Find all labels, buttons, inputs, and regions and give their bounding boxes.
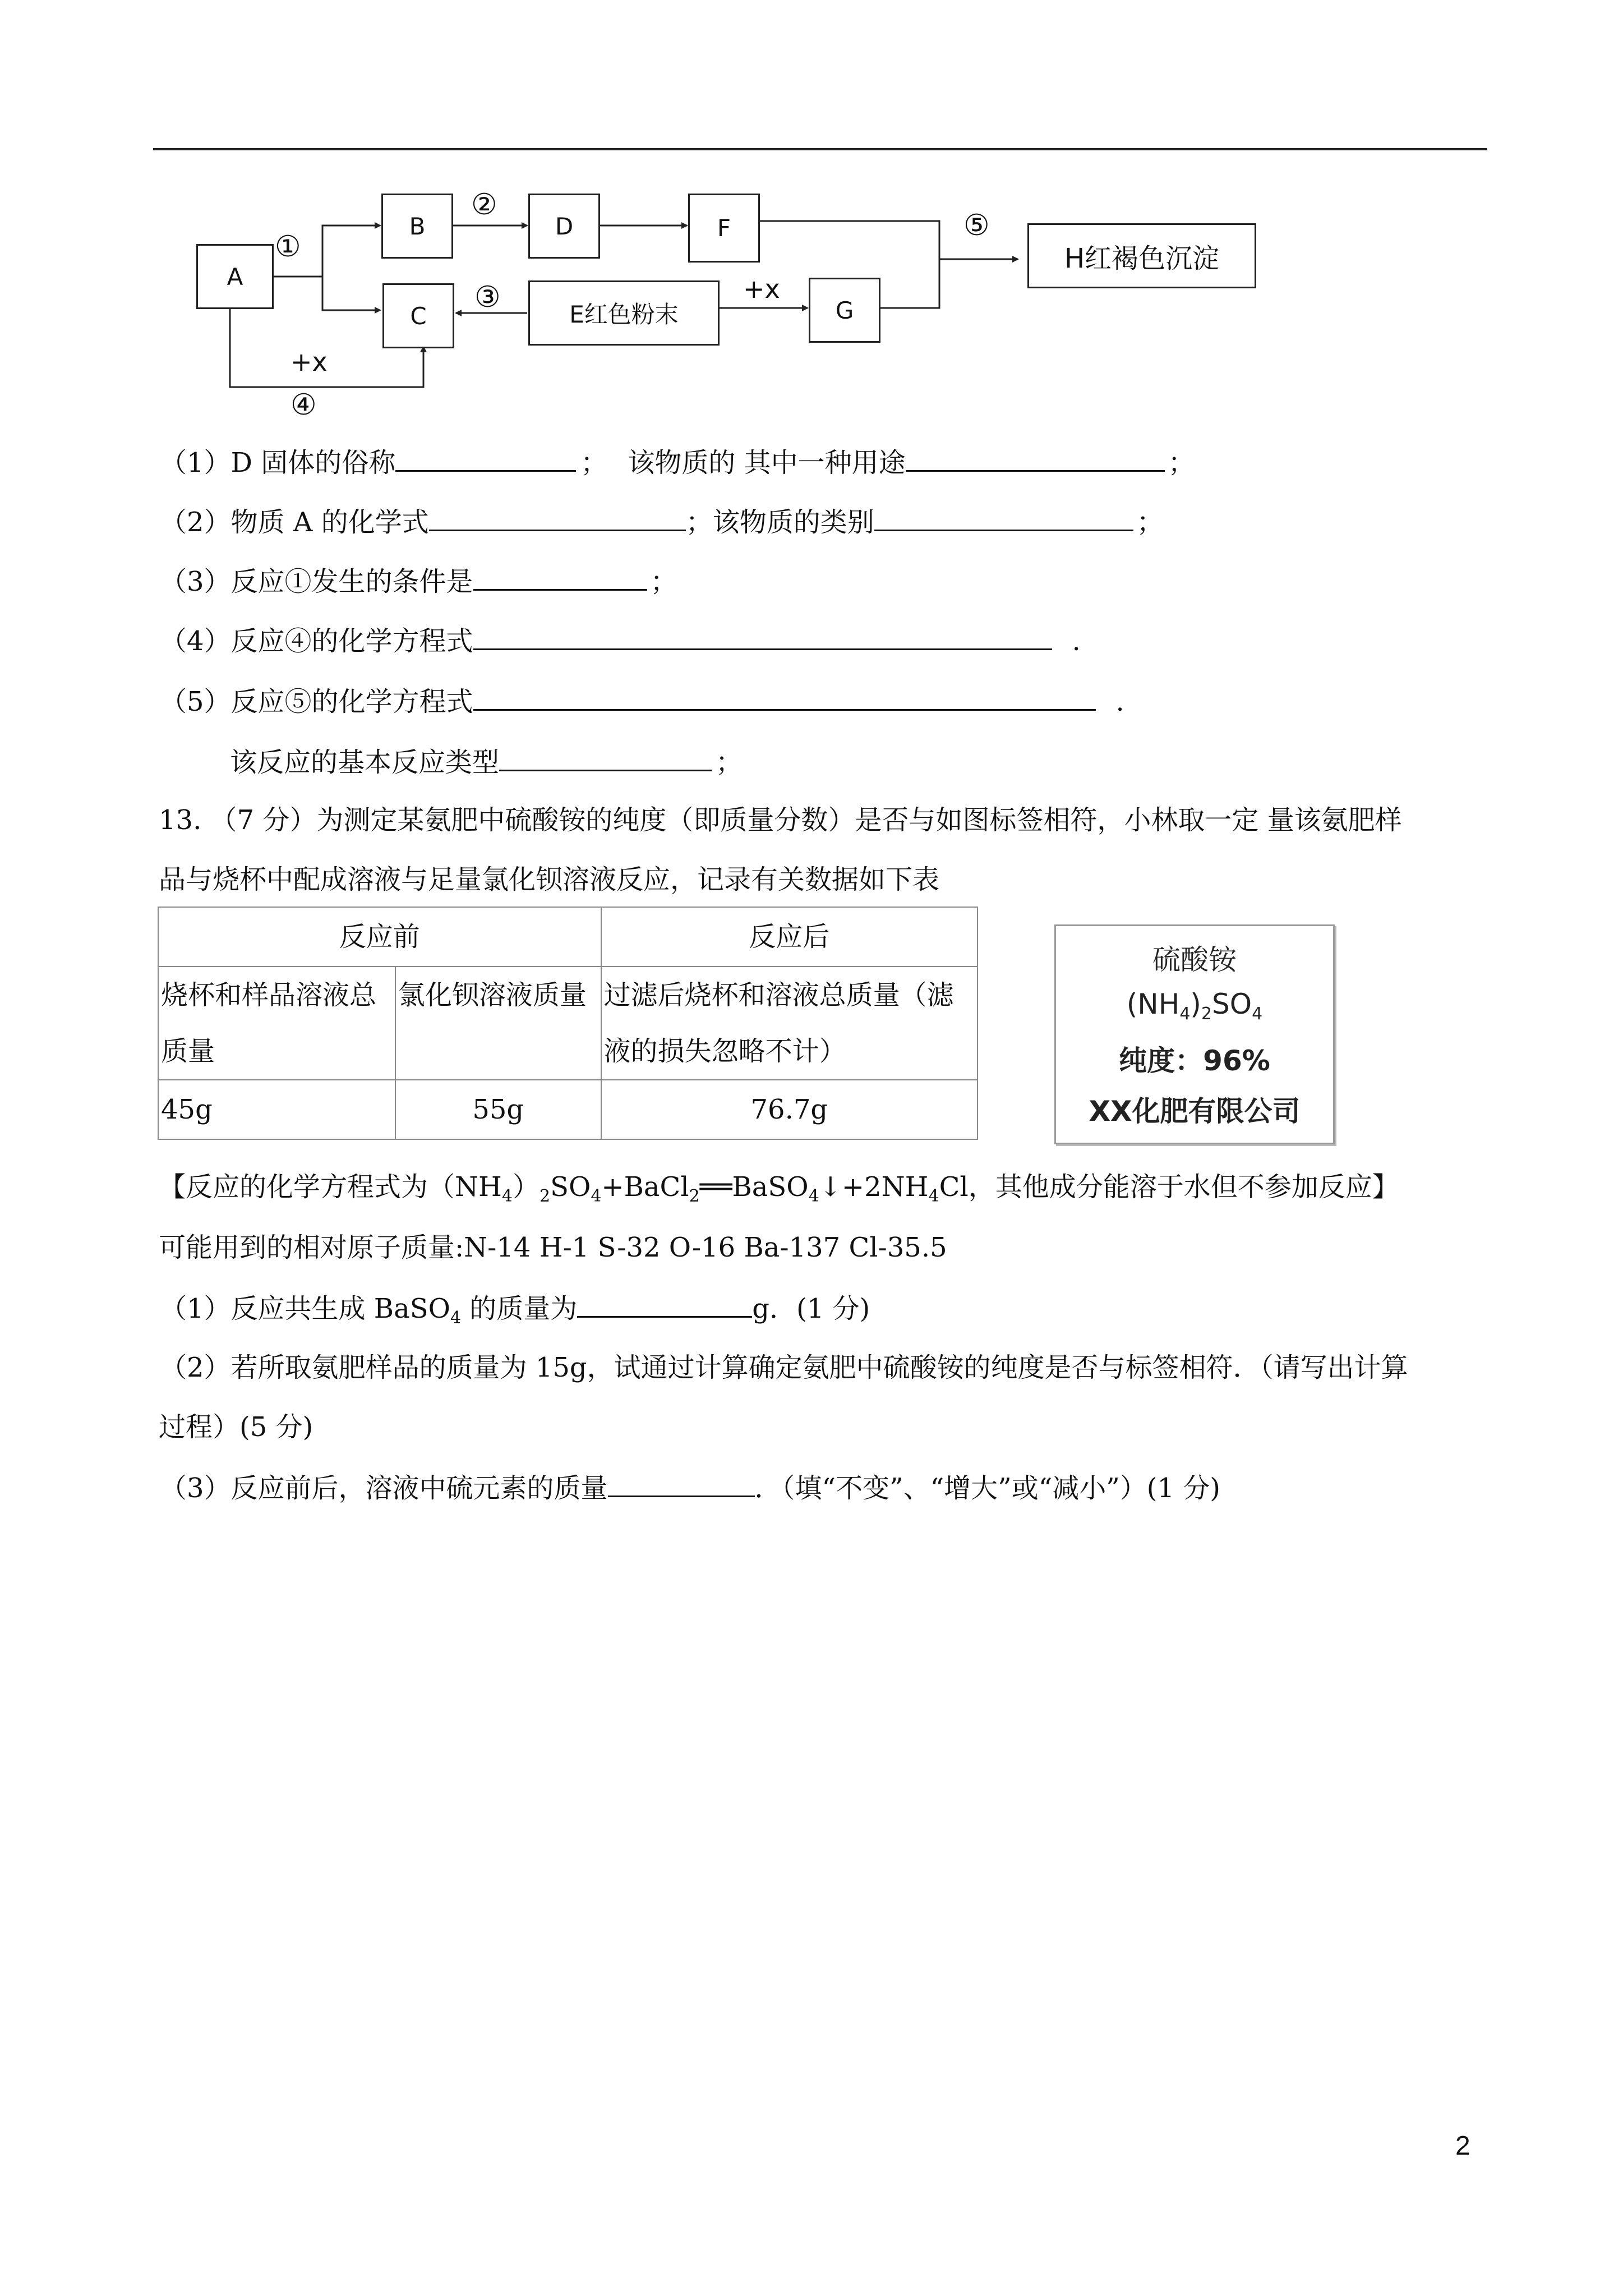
reaction-equation: 【反应的化学方程式为$(NH_4)_2SO_4+BaCl_2══BaSO_4↓+2NH_4Cl$，其他成分能溶于水但不参加反应】 — [159, 1171, 1399, 1206]
table-row — [158, 967, 978, 1080]
answer-blank-9[interactable] — [577, 1290, 752, 1318]
table-cell-value: 55g — [395, 1080, 601, 1139]
answer-blank-2[interactable] — [906, 444, 1165, 472]
node-f: F — [688, 194, 760, 263]
data-table — [158, 907, 978, 1140]
node-h: H红褐色沉淀 — [1027, 223, 1256, 288]
label-reaction-1: ① — [275, 230, 301, 264]
q13-intro-line-1: 13. （7 分）为测定某氨肥中硫酸铵的纯度（即质量分数）是否与如图标签相符，小林取一定 量该氨肥样 — [159, 804, 1402, 836]
q12-part-5: （5）反应⑤的化学方程式 . — [160, 683, 1124, 719]
answer-blank-4[interactable] — [874, 504, 1133, 531]
q12-part-4: （4）反应④的化学方程式 . — [160, 623, 1081, 658]
q13-sub-3: （3）反应前后，溶液中硫元素的质量 ．（填“不变”、“增大”或“减小”）(1 分) — [160, 1470, 1220, 1505]
table-header-after: 反应后 — [601, 907, 978, 967]
label-company: XX化肥有限公司 — [1089, 1095, 1301, 1128]
diagram-connectors — [0, 0, 1623, 449]
answer-blank-6[interactable] — [473, 623, 1052, 650]
table-header-before: 反应前 — [158, 907, 601, 967]
label-reaction-5: ⑤ — [963, 209, 990, 242]
node-b: B — [381, 194, 453, 259]
q12-part-3: （3）反应①发生的条件是 ； — [160, 563, 677, 599]
answer-blank-5[interactable] — [473, 563, 647, 591]
node-g: G — [809, 278, 880, 343]
table-col-bacl2-mass: 氯化钡溶液质量 — [395, 967, 601, 1080]
answer-blank-8[interactable] — [499, 744, 712, 771]
label-reaction-4: ④ — [291, 388, 317, 422]
q13-intro-line-2: 品与烧杯中配成溶液与足量氯化钡溶液反应，记录有关数据如下表 — [159, 864, 940, 895]
fertilizer-label-image — [1054, 924, 1335, 1144]
answer-blank-1[interactable] — [395, 444, 576, 472]
q13-sub-2-line-1: （2）若所取氨肥样品的质量为 15g，试通过计算确定氨肥中硫酸铵的纯度是否与标签相符．（请写出计算 — [160, 1352, 1408, 1383]
page-number: 2 — [1455, 2131, 1470, 2161]
reaction-diagram — [0, 0, 1623, 449]
label-reaction-3: ③ — [474, 280, 501, 314]
q13-sub-1: （1）反应共生成 BaSO$_4$ 的质量为 g．(1 分) — [160, 1290, 870, 1326]
q12-part-1: （1）D 固体的俗称 ； 该物质的 其中一种用途 ； — [160, 444, 1195, 480]
arrow-a-to-c — [322, 277, 380, 310]
table-col-beaker-total: 烧杯和样品溶液总 质量 — [158, 967, 395, 1080]
answer-blank-7[interactable] — [473, 683, 1096, 711]
table-col-filtered-total: 过滤后烧杯和溶液总质量（滤 液的损失忽略不计） — [601, 967, 978, 1080]
answer-blank-3[interactable] — [429, 504, 686, 531]
node-a: A — [196, 244, 274, 309]
label-reaction-2: ② — [471, 188, 497, 222]
node-c: C — [382, 283, 454, 348]
answer-blank-10[interactable] — [608, 1470, 755, 1497]
table-header-row — [158, 907, 978, 967]
q12-part-6: 该反应的基本反应类型 ； — [230, 744, 743, 779]
label-purity: 纯度：96% — [1119, 1045, 1270, 1077]
label-formula: $(NH_4)_2SO_4$ — [1126, 988, 1263, 1024]
q12-part-2: （2）物质 A 的化学式 ；该物质的类别 ； — [160, 504, 1164, 539]
q13-sub-2-line-2: 过程）(5 分) — [159, 1411, 313, 1443]
node-d: D — [528, 194, 600, 259]
atomic-masses: 可能用到的相对原子质量:N-14 H-1 S-32 O-16 Ba-137 Cl-35.5 — [159, 1232, 947, 1263]
table-cell-value: 45g — [158, 1080, 395, 1139]
label-product-name: 硫酸铵 — [1152, 944, 1237, 976]
node-e: E红色粉末 — [528, 280, 720, 346]
table-row — [158, 1080, 978, 1139]
label-plus-x-eg: +x — [743, 274, 780, 304]
label-plus-x-ac: +x — [291, 347, 328, 377]
table-cell-value: 76.7g — [601, 1080, 978, 1139]
